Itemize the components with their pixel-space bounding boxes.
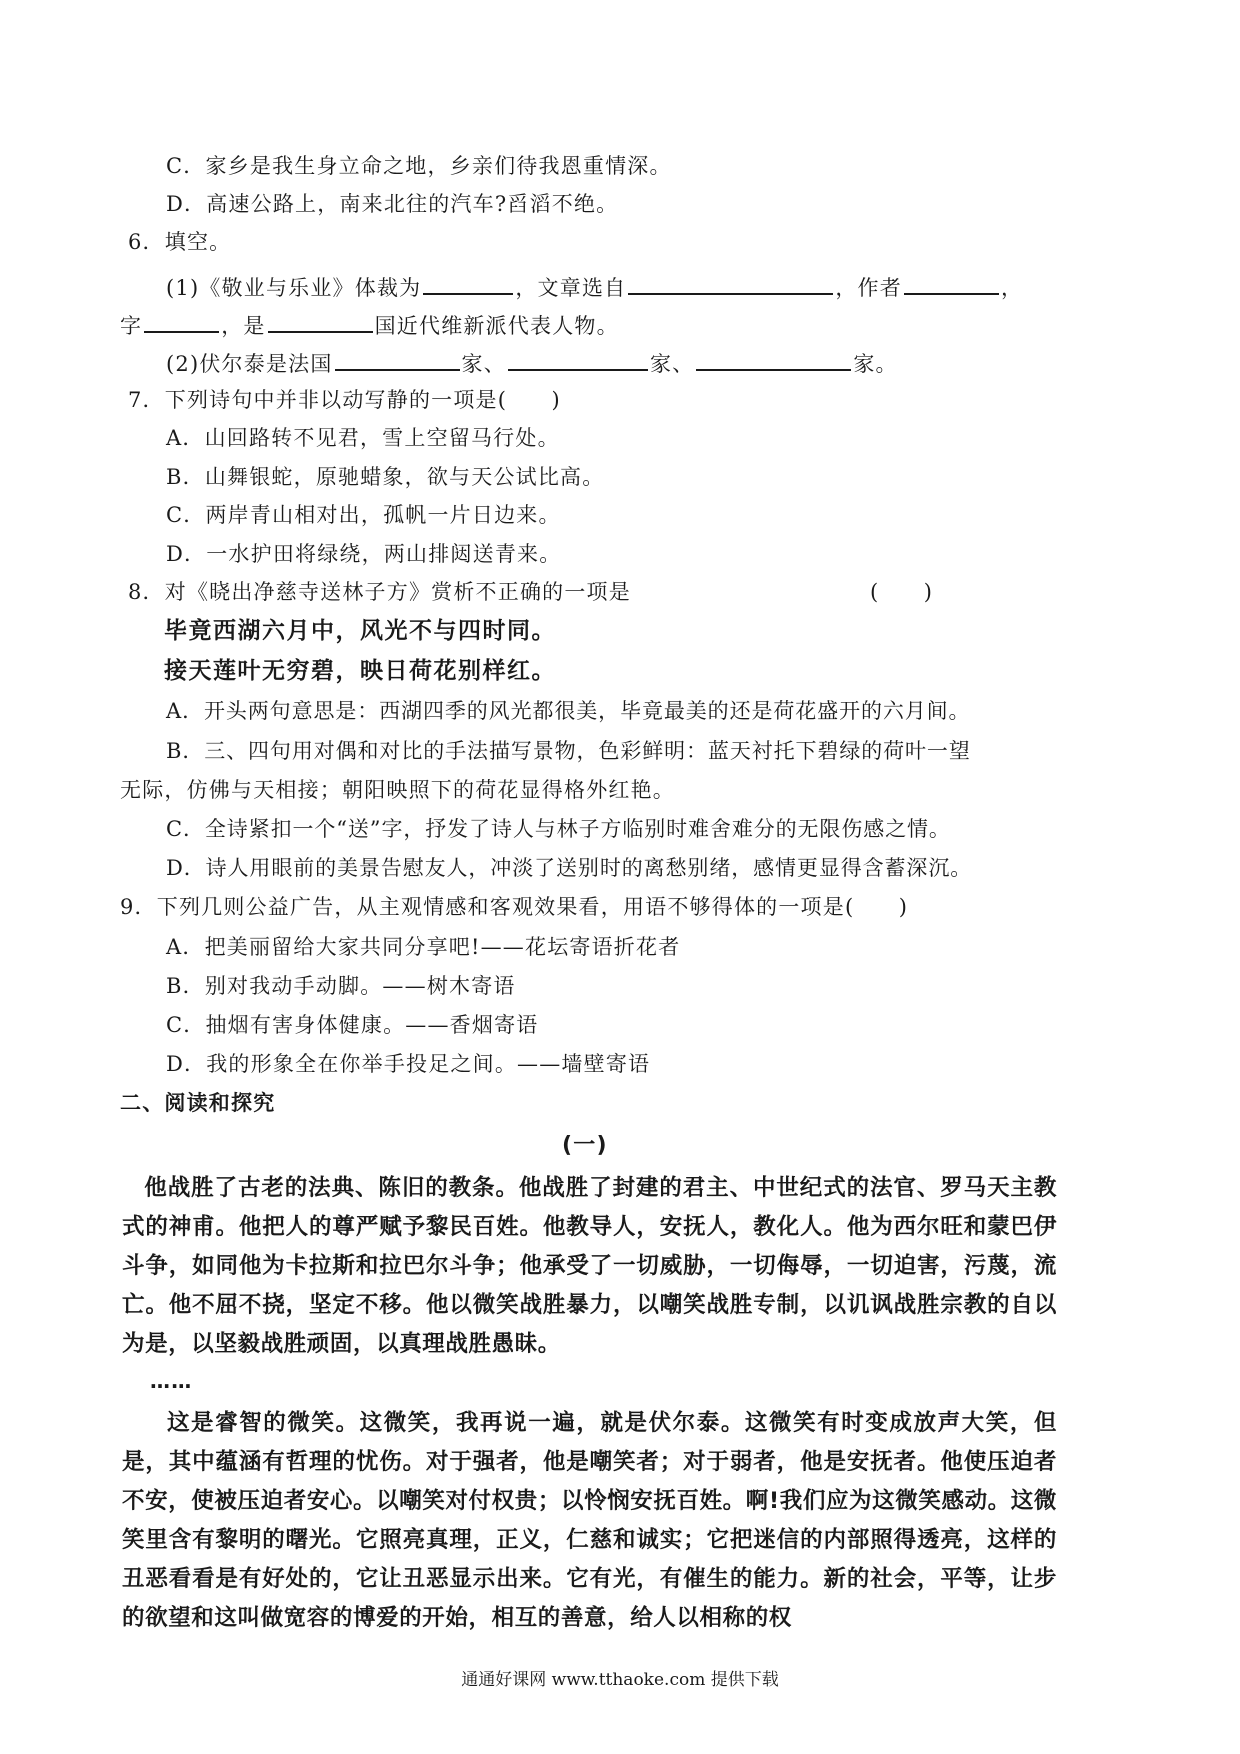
q5-option-d: D．高速公路上，南来北往的汽车?舀滔不绝。 xyxy=(166,192,619,216)
passage-paragraph-1: 他战胜了古老的法典、陈旧的教条。他战胜了封建的君主、中世纪式的法官、罗马天主教式的神甫。他把人的尊严赋予黎民百姓。他教导人，安抚人，教化人。他为西尔旺和蒙巴伊斗争，如同他为卡拉斯和拉巴尔斗争；他承受了一切威胁，一切侮辱，一切迫害，污蔑，流亡。他不屈不挠，坚定不移。他以微笑战胜暴力，以嘲笑战胜专制，以讥讽战胜宗教的自以为是，以坚毅战胜顽固，以真理战胜愚昧。 xyxy=(122,1175,1057,1357)
fill-blank[interactable] xyxy=(144,309,219,333)
q7-option-c: C．两岸青山相对出，孤帆一片日边来。 xyxy=(166,503,561,527)
fill-blank[interactable] xyxy=(335,347,460,371)
q9-option-c: C．抽烟有害身体健康。——香烟寄语 xyxy=(166,1013,539,1037)
q5-option-c: C．家乡是我生身立命之地，乡亲们待我恩重情深。 xyxy=(166,154,672,178)
q8-option-d: D．诗人用眼前的美景告慰友人，冲淡了送别时的离愁别绪，感情更显得含蓄深沉。 xyxy=(166,856,973,880)
q8-poem-line1: 毕竟西湖六月中，风光不与四时同。 xyxy=(164,618,556,644)
q7-stem: 7．下列诗句中并非以动写静的一项是( ) xyxy=(128,388,561,412)
q6-line1: (1)《敬业与乐业》体裁为 ，文章选自 ，作者 ， xyxy=(166,271,1023,302)
q9-option-b: B．别对我动手动脚。——树木寄语 xyxy=(166,974,516,998)
q9-stem: 9．下列几则公益广告，从主观情感和客观效果看，用语不够得体的一项是( ) xyxy=(120,895,909,919)
q7-option-d: D．一水护田将绿绕，两山排闼送青来。 xyxy=(166,542,562,566)
q7-option-b: B．山舞银蛇，原驰蜡象，欲与天公试比高。 xyxy=(166,465,605,489)
q7-option-a: A．山回路转不见君，雪上空留马行处。 xyxy=(166,426,560,450)
fill-blank[interactable] xyxy=(904,271,999,295)
fill-blank[interactable] xyxy=(508,347,648,371)
q6-stem: 6．填空。 xyxy=(128,230,232,254)
section-heading: 二、阅读和探究 xyxy=(120,1091,276,1115)
q8-option-c: C．全诗紧扣一个“送”字，抒发了诗人与林子方临别时难舍难分的无限伤感之情。 xyxy=(166,817,951,841)
q8-stem: 8．对《晓出净慈寺送林子方》赏析不正确的一项是 xyxy=(128,580,631,604)
q8-option-a: A．开头两句意思是：西湖四季的风光都很美，毕竟最美的还是荷花盛开的六月间。 xyxy=(166,699,971,723)
q9-option-a: A．把美丽留给大家共同分享吧!——花坛寄语折花者 xyxy=(166,935,681,959)
q6-line3: (2)伏尔泰是法国 家、 家、 家。 xyxy=(166,347,898,378)
passage-paragraph-2: 这是睿智的微笑。这微笑，我再说一遍，就是伏尔泰。这微笑有时变成放声大笑，但是，其中蕴涵有哲理的忧伤。对于强者，他是嘲笑者；对于弱者，他是安抚者。他使压迫者不安，使被压迫者安心。以嘲笑对付权贵；以怜悯安抚百姓。啊!我们应为这微笑感动。这微笑里含有黎明的曙光。它照亮真理，正义，仁慈和诚实；它把迷信的内部照得透亮，这样的丑恶看看是有好处的，它让丑恶显示出来。它有光，有催生的能力。新的社会，平等，让步的欲望和这叫做宽容的博爱的开始，相互的善意，给人以相称的权 xyxy=(122,1410,1057,1631)
q9-option-d: D．我的形象全在你举手投足之间。——墙壁寄语 xyxy=(166,1052,651,1076)
q8-poem-line2: 接天莲叶无穷碧，映日荷花别样红。 xyxy=(164,658,556,684)
passage-part-title: (一) xyxy=(562,1133,608,1158)
q6-line2: 字 ，是 国近代维新派代表人物。 xyxy=(120,309,619,340)
q8-option-b-line2: 无际，仿佛与天相接；朝阳映照下的荷花显得格外红艳。 xyxy=(120,778,675,802)
page-footer: 通通好课网 www.tthaoke.com 提供下载 xyxy=(461,1670,779,1690)
q8-answer-bracket: ( ) xyxy=(870,580,934,604)
fill-blank[interactable] xyxy=(268,309,373,333)
q8-option-b-line1: B．三、四句用对偶和对比的手法描写景物，色彩鲜明：蓝天衬托下碧绿的荷叶一望 xyxy=(166,739,971,763)
passage-ellipsis: …… xyxy=(150,1369,193,1393)
fill-blank[interactable] xyxy=(423,271,513,295)
fill-blank[interactable] xyxy=(696,347,851,371)
fill-blank[interactable] xyxy=(628,271,833,295)
